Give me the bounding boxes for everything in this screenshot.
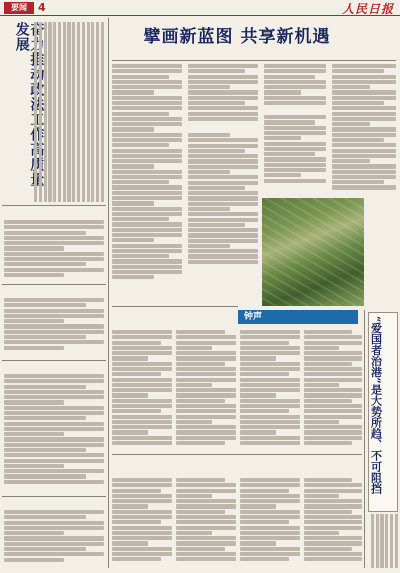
lead-rule — [112, 60, 396, 61]
brief-rule-1 — [2, 205, 106, 206]
left-vertical-title: 发展 — [13, 22, 30, 52]
lead-title: 擘画新蓝图 共享新机遇 — [143, 27, 331, 47]
middle2-col-3 — [240, 478, 300, 568]
middle-col-3 — [240, 330, 300, 450]
brief-body-4 — [4, 510, 104, 568]
middle2-col-2 — [176, 478, 236, 568]
brief-body-2 — [4, 298, 104, 356]
lead-col-2 — [188, 64, 258, 304]
left-divider — [108, 18, 109, 568]
right-vertical-title: “爱国者治港”是大势所趋、不可阻挡 — [369, 316, 383, 494]
middle-col-2 — [176, 330, 236, 450]
middle2-col-4 — [304, 478, 362, 568]
masthead-rule — [0, 0, 400, 16]
right-divider — [364, 310, 365, 568]
landscape-photo — [262, 198, 364, 306]
middle-col-1 — [112, 330, 172, 450]
photo-caption — [366, 200, 396, 270]
brief-rule-2 — [2, 284, 106, 285]
lead-col-1 — [112, 64, 182, 304]
middle-rule-top — [112, 306, 238, 307]
page-number: 4 — [38, 1, 46, 14]
middle2-col-1 — [112, 478, 172, 568]
brief-rule-4 — [2, 496, 106, 497]
lead-col-4 — [332, 64, 396, 194]
column-banner: 钟声 — [238, 310, 358, 324]
middle-rule-2 — [112, 454, 362, 455]
brief-body-1 — [4, 220, 104, 280]
right-story-body — [368, 514, 398, 568]
brief-body-3 — [4, 374, 104, 492]
section-tag: 要闻 — [4, 2, 34, 14]
newspaper-logo: 人民日报 — [341, 2, 394, 16]
middle-col-4 — [304, 330, 362, 450]
brief-rule-3 — [2, 360, 106, 361]
lead-col-3 — [264, 64, 326, 194]
left-story-body — [34, 22, 104, 202]
